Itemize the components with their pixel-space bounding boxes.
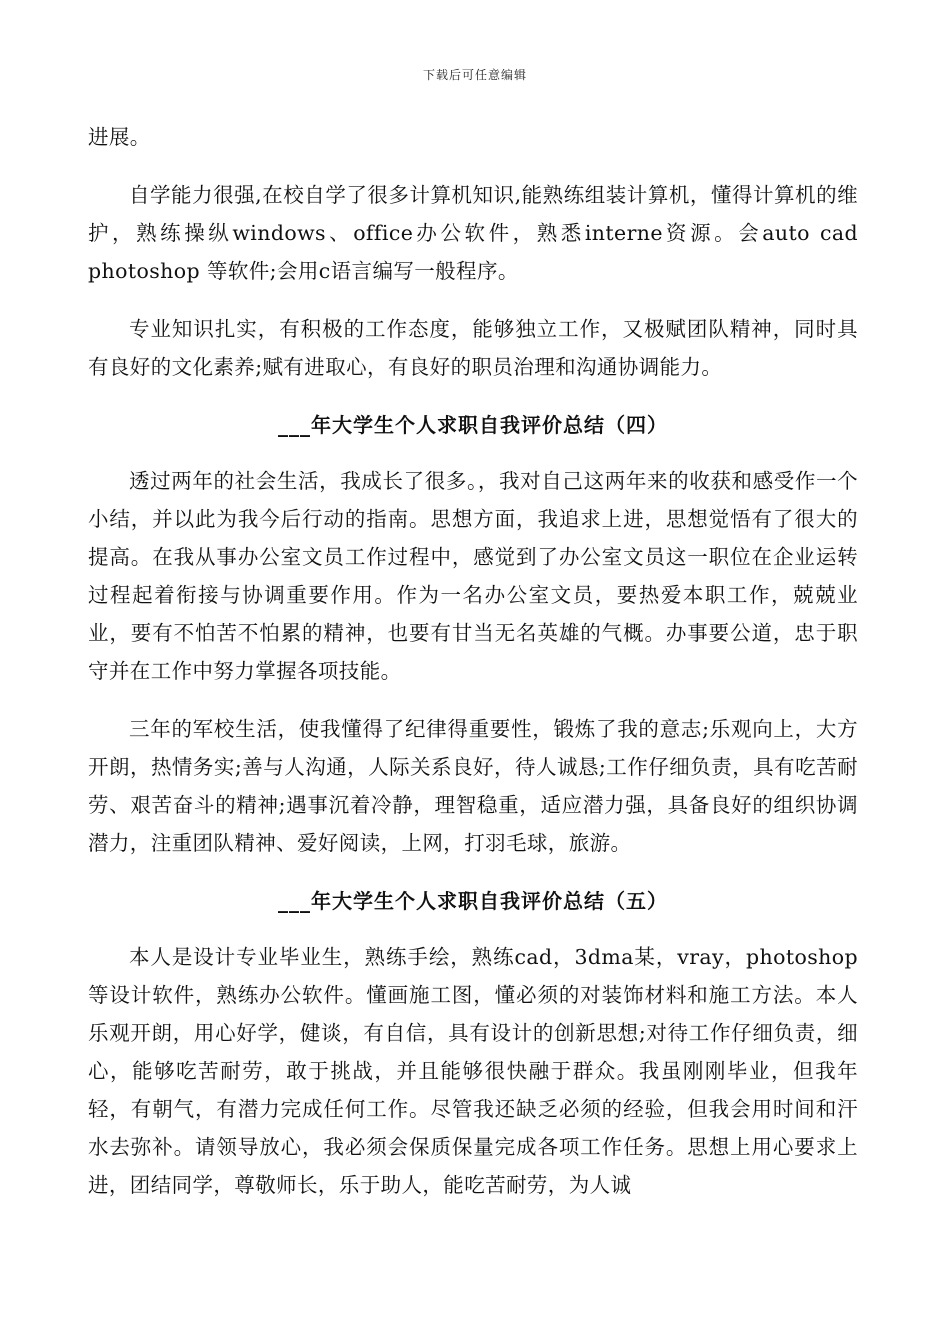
- header-note: 下载后可任意编辑: [422, 68, 527, 82]
- paragraph-two-years-social-life: 透过两年的社会生活，我成长了很多。，我对自己这两年来的收获和感受作一个小结，并以此为我今后行动的指南。思想方面，我追求上进，思想觉悟有了很大的提高。在我从事办公室文员工作过程中，感觉到了办公室文员这一职位在企业运转过程起着衔接与协调重要作用。作为一名办公室文员，要热爱本职工作，兢兢业业，要有不怕苦不怕累的精神，也要有甘当无名英雄的气概。办事要公道，忠于职守并在工作中努力掌握各项技能。: [88, 469, 858, 683]
- paragraph-professional-knowledge: 专业知识扎实，有积极的工作态度，能够独立工作，又极赋团队精神，同时具有良好的文化素养;赋有进取心，有良好的职员治理和沟通协调能力。: [88, 317, 858, 379]
- section-heading-five: ___年大学生个人求职自我评价总结（五）: [278, 889, 668, 913]
- paragraph-military-school-life: 三年的军校生活，使我懂得了纪律得重要性，锻炼了我的意志;乐观向上，大方开朗，热情务实;善与人沟通，人际关系良好，待人诚恳;工作仔细负责，具有吃苦耐劳、艰苦奋斗的精神;遇事沉着冷静，理智稳重，适应潜力强，具备良好的组织协调潜力，注重团队精神、爱好阅读，上网，打羽毛球，旅游。: [88, 717, 858, 855]
- document-body: [88, 118, 858, 1224]
- section-heading-four: ___年大学生个人求职自我评价总结（四）: [278, 413, 668, 437]
- paragraph-self-study-skills: 自学能力很强,在校自学了很多计算机知识,能熟练组装计算机，懂得计算机的维护，熟练操纵windows、office办公软件，熟悉interne资源。会auto cad photoshop 等软件;会用c语言编写一般程序。: [88, 183, 858, 283]
- paragraph-design-graduate: 本人是设计专业毕业生，熟练手绘，熟练cad，3dma某，vray，photoshop等设计软件，熟练办公软件。懂画施工图，懂必须的对装饰材料和施工方法。本人乐观开朗，用心好学，健谈，有自信，具有设计的创新思想;对待工作仔细负责，细心，能够吃苦耐劳，敢于挑战，并且能够很快融于群众。我虽刚刚毕业，但我年轻，有朝气，有潜力完成任何工作。尽管我还缺乏必须的经验，但我会用时间和汗水去弥补。请领导放心，我必须会保质保量完成各项工作任务。思想上用心要求上进，团结同学，尊敬师长，乐于助人，能吃苦耐劳，为人诚: [88, 945, 858, 1197]
- paragraph-continuation: 进展。: [88, 125, 151, 149]
